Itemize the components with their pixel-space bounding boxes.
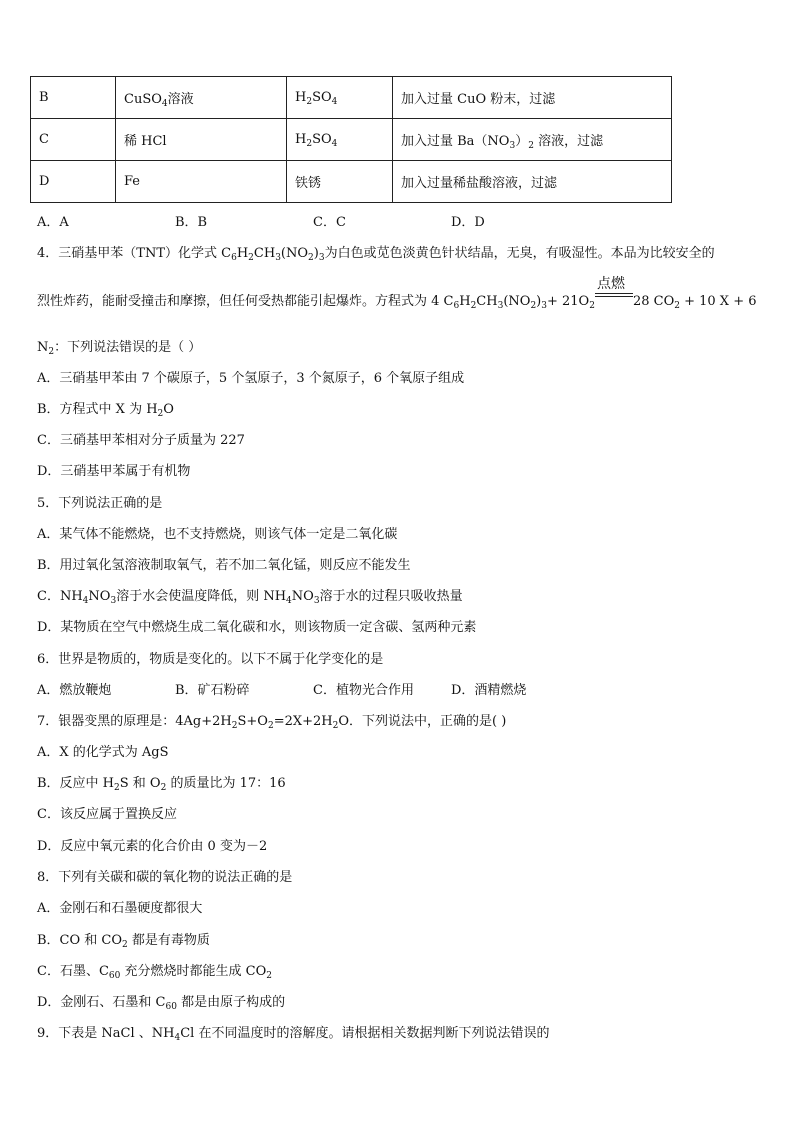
q3-choice-c[interactable]: C．C [313,215,346,230]
cell-option: C [31,119,116,161]
table-row [31,77,672,119]
q8-stem: 8．下列有关碳和碳的氧化物的说法正确的是 [37,870,293,885]
reaction-condition: 点燃 [595,291,633,305]
q4-text: 4．三硝基甲苯（TNT）化学式 C [37,246,232,261]
cell-substance: Fe [116,161,287,203]
q9-stem: 9．下表是 NaCl 、$NH_4Cl$ 在不同温度时的溶解度。请根据相关数据判断下列说法错误的 [37,1026,550,1043]
cell-method: 加入过量 CuO 粉末，过滤 [393,77,672,119]
q5-choice-c[interactable]: C．$NH_4NO_3$溶于水会使温度降低，则 $NH_4NO_3$溶于水的过程只吸收热量 [37,589,463,606]
q5-choice-b[interactable]: B．用过氧化氢溶液制取氧气，若不加二氧化锰，则反应不能发生 [37,558,411,573]
q3-choice-a[interactable]: A．A [37,215,69,230]
q3-choices [37,211,485,230]
q5-choice-a[interactable]: A．某气体不能燃烧，也不支持燃烧，则该气体一定是二氧化碳 [37,527,398,542]
q7-choice-a[interactable]: A．X 的化学式为 AgS [37,745,169,760]
q3-choice-d[interactable]: D．D [451,215,485,230]
q7-choice-c[interactable]: C．该反应属于置换反应 [37,807,177,822]
q4-stem-line2: 烈性炸药，能耐受撞击和摩擦，但任何受热都能引起爆炸。方程式为 4 $C_6H_2CH_3(NO_2)_3+ 21O_2$ 点燃 28 $CO_2 + 10$ X + 6 [37,276,757,311]
cell-option: D [31,161,116,203]
cell-impurity: $H_2SO_4$ [287,119,393,161]
cell-method: 加入过量 $Ba(NO_3)_2$ 溶液，过滤 [393,119,672,161]
q7-choice-d[interactable]: D．反应中氧元素的化合价由 0 变为－2 [37,839,268,854]
q3-choice-b[interactable]: B．B [175,215,208,230]
q4-text: 28 CO [632,294,675,309]
q4-text: + 10 X + 6 [679,294,757,309]
q4-choice-c[interactable]: C．三硝基甲苯相对分子质量为 227 [37,433,245,448]
q8-choice-d[interactable]: D．金刚石、石墨和 $C_{60}$ 都是由原子构成的 [37,995,286,1012]
table-row [31,119,672,161]
q5-choice-d[interactable]: D．某物质在空气中燃烧生成二氧化碳和水，则该物质一定含碳、氢两种元素 [37,620,477,635]
q4-choice-b[interactable]: B．方程式中 X 为 $H_2O$ [37,402,174,419]
cell-impurity: $H_2SO_4$ [287,77,393,119]
q4-text: 为白色或苋色淡黄色针状结晶，无臭，有吸湿性。本品为比较安全的 [324,246,715,261]
q8-choice-c[interactable]: C．石墨、$C_{60}$ 充分燃烧时都能生成 $CO_2$ [37,964,272,981]
cell-substance: 稀 HCl [116,119,287,161]
q4-text: ：下列说法错误的是（ ） [54,340,202,355]
q6-choice-b[interactable]: B．矿石粉碎 [175,683,250,698]
q6-choice-c[interactable]: C．植物光合作用 [313,683,414,698]
q5-stem: 5．下列说法正确的是 [37,496,163,511]
q6-choice-a[interactable]: A．燃放鞭炮 [37,683,112,698]
q6-stem: 6．世界是物质的，物质是变化的。以下不属于化学变化的是 [37,652,384,667]
q7-choice-b[interactable]: B．反应中 $H_2S$ 和 $O_2$ 的质量比为 17：16 [37,776,286,793]
cell-option: B [31,77,116,119]
cell-substance: CuSO$_4$溶液 [116,77,287,119]
q4-stem-line1: 4．三硝基甲苯（TNT）化学式 $C_6H_2CH_3(NO_2)_3$为白色或苋色淡黄色针状结晶，无臭，有吸湿性。本品为比较安全的 [37,246,715,263]
q6-choices [37,679,526,698]
q4-choice-a[interactable]: A．三硝基甲苯由 7 个碳原子，5 个氢原子，3 个氮原子，6 个氧原子组成 [37,371,465,386]
q4-stem-line3: $N_2$：下列说法错误的是（ ） [37,340,202,357]
q4-text: 烈性炸药，能耐受撞击和摩擦，但任何受热都能引起爆炸。方程式为 4 C [37,294,454,309]
options-table [30,76,672,203]
q7-stem: 7．银器变黑的原理是：$4Ag+2H_2S+O_2=2X+2H_2O$．下列说法中，正确的是( ) [37,714,507,731]
q8-choice-b[interactable]: B．CO 和 $CO_2$ 都是有毒物质 [37,933,210,950]
q8-choice-a[interactable]: A．金刚石和石墨硬度都很大 [37,901,203,916]
cell-impurity: 铁锈 [287,161,393,203]
q4-choice-d[interactable]: D．三硝基甲苯属于有机物 [37,464,191,479]
cell-method: 加入过量稀盐酸溶液，过滤 [393,161,672,203]
q6-choice-d[interactable]: D．酒精燃烧 [451,683,527,698]
table-row [31,161,672,203]
